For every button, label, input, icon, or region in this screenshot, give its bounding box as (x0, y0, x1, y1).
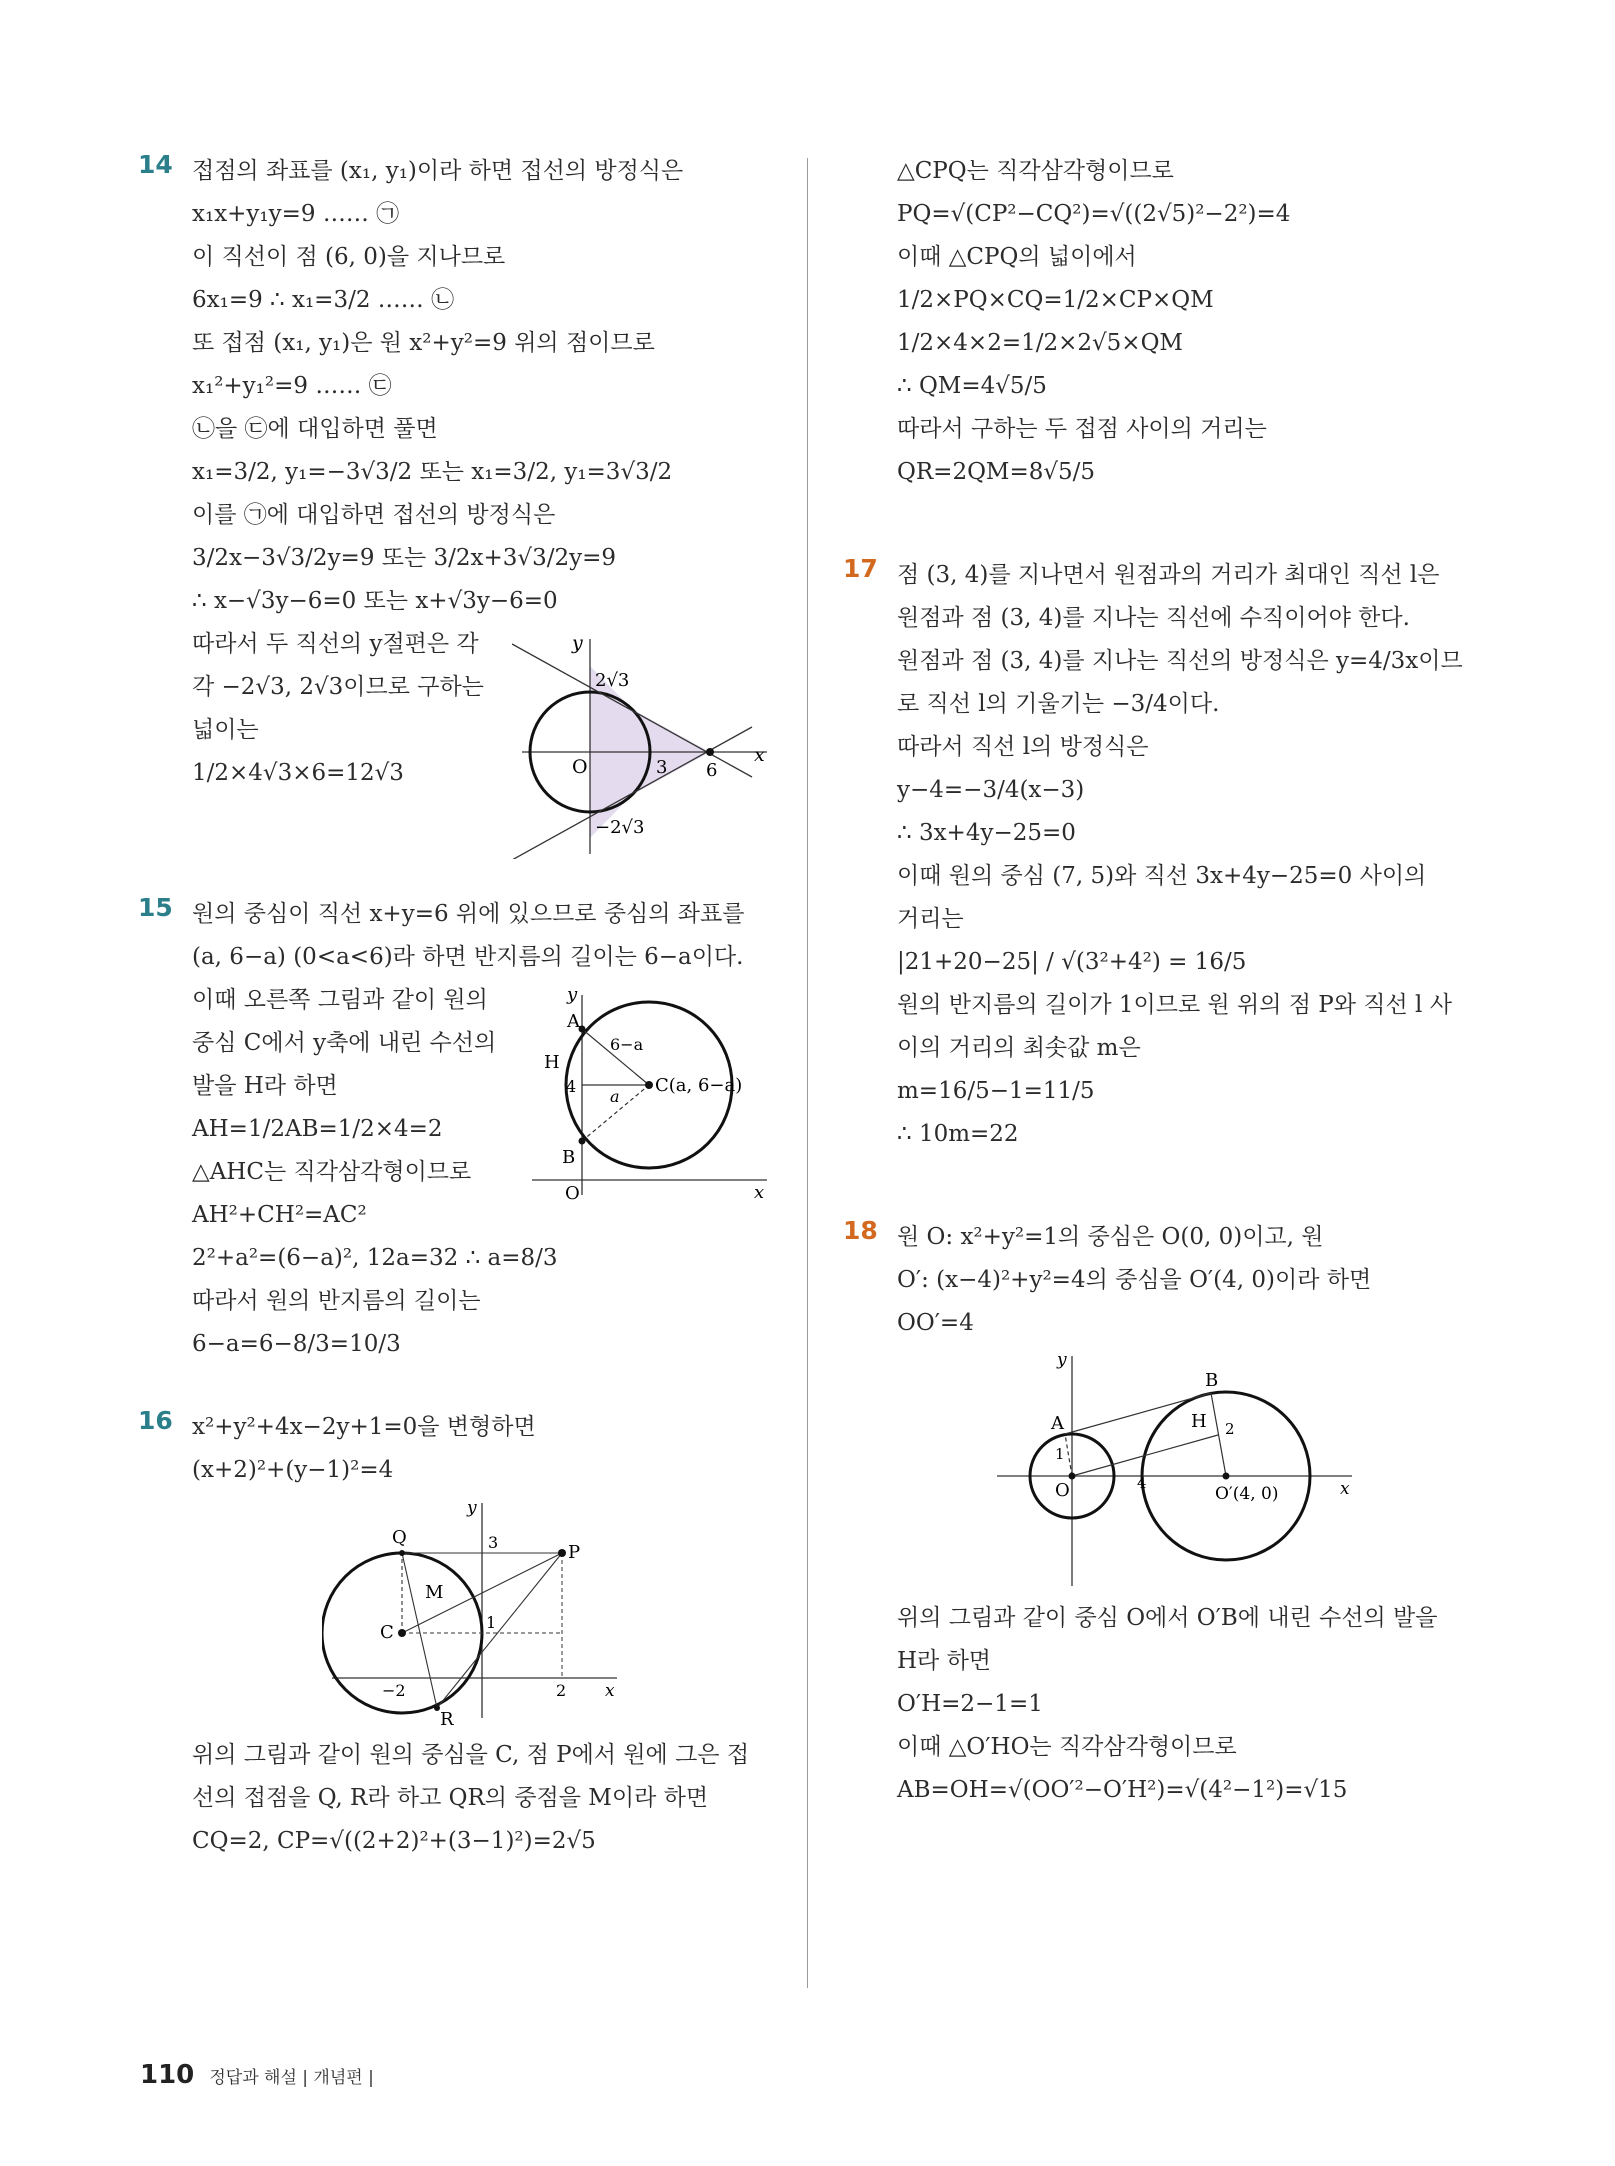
right-column (845, 150, 1485, 1812)
solution-line: 2²+a²=(6−a)², 12a=32 ∴ a=8/3 (192, 1245, 558, 1271)
solution-line: QR=2QM=8√5/5 (897, 459, 1096, 485)
solution-line: AB=OH=√(OO′²−O′H²)=√(4²−1²)=√15 (897, 1777, 1348, 1803)
tangent-lines-figure (512, 629, 782, 859)
label-Q: Q (392, 1527, 407, 1548)
page-number: 110 (140, 2060, 195, 2090)
solution-line: 이를 ㉠에 대입하면 접선의 방정식은 (192, 502, 556, 528)
problem-number: 15 (138, 893, 173, 922)
problem-18 (845, 1216, 1485, 1812)
problem-number: 17 (843, 554, 878, 583)
label-A: A (1051, 1413, 1064, 1434)
label-B: B (1205, 1370, 1219, 1391)
tangent-points-figure (322, 1498, 622, 1728)
point-P (558, 1549, 566, 1557)
solution-line: 이때 △O′HO는 직각삼각형이므로 (897, 1734, 1237, 1760)
y-intercept-top: 2√3 (595, 670, 630, 691)
solution-line: 선의 접점을 Q, R라 하고 QR의 중점을 M이라 하면 (192, 1785, 709, 1811)
solution-line: 원의 중심이 직선 x+y=6 위에 있으므로 중심의 좌표를 (192, 901, 745, 927)
problem-16 (140, 1406, 780, 1863)
left-column (140, 150, 780, 1863)
label-center: C(a, 6−a) (655, 1075, 743, 1096)
solution-line: 따라서 두 직선의 y절편은 각 (192, 631, 479, 657)
y-axis-label: y (1057, 1351, 1067, 1370)
radius-OA (1065, 1434, 1072, 1476)
tick-2: 2 (556, 1681, 567, 1700)
solution-line: AH²+CH²=AC² (192, 1202, 367, 1228)
solution-line: H라 하면 (897, 1648, 992, 1674)
point-B (579, 1138, 586, 1145)
solution-line: 6−a=6−8/3=10/3 (192, 1331, 401, 1357)
solution-line: 이때 원의 중심 (7, 5)와 직선 3x+4y−25=0 사이의 (897, 863, 1427, 889)
solution-line: PQ=√(CP²−CQ²)=√((2√5)²−2²)=4 (897, 201, 1291, 227)
y-axis-label: y (567, 985, 578, 1005)
label-4: 4 (566, 1077, 577, 1096)
label-R: R (440, 1709, 454, 1728)
solution-line: 이의 거리의 최솟값 m은 (897, 1035, 1141, 1061)
solution-line: CQ=2, CP=√((2+2)²+(3−1)²)=2√5 (192, 1828, 596, 1854)
label-O-prime: O′(4, 0) (1215, 1484, 1279, 1504)
solution-line: O′: (x−4)²+y²=4의 중심을 O′(4, 0)이라 하면 (897, 1267, 1372, 1293)
point-O (1069, 1473, 1076, 1480)
y-axis-label: y (467, 1498, 477, 1518)
solution-line: ㉡을 ㉢에 대입하면 풀면 (192, 416, 438, 442)
solution-line: 점 (3, 4)를 지나면서 원점과의 거리가 최대인 직선 l은 (897, 562, 1440, 588)
solution-line: 따라서 원의 반지름의 길이는 (192, 1288, 481, 1314)
solution-line: (a, 6−a) (0<a<6)라 하면 반지름의 길이는 6−a이다. (192, 944, 744, 970)
x-axis-label: x (754, 744, 765, 766)
solution-line: 원 O: x²+y²=1의 중심은 O(0, 0)이고, 원 (897, 1224, 1324, 1250)
solution-line: 1/2×4√3×6=12√3 (192, 760, 404, 786)
solution-line: 거리는 (897, 906, 964, 932)
x-axis-label: x (1340, 1479, 1350, 1499)
label-A: A (567, 1011, 580, 1032)
solution-line: x₁=3/2, y₁=−3√3/2 또는 x₁=3/2, y₁=3√3/2 (192, 459, 673, 485)
point-O-prime (1223, 1473, 1230, 1480)
problem-16-continued (845, 150, 1485, 494)
x-axis-label: x (754, 1182, 765, 1200)
label-H: H (1191, 1411, 1207, 1432)
solution-line: 따라서 직선 l의 방정식은 (897, 734, 1149, 760)
label-O: O (1055, 1480, 1070, 1501)
solution-line: 각 −2√3, 2√3이므로 구하는 (192, 674, 484, 700)
circle-center-figure (522, 985, 772, 1200)
solution-line: m=16/5−1=11/5 (897, 1078, 1095, 1104)
problem-14 (140, 150, 780, 853)
tick-3: 3 (488, 1533, 499, 1552)
solution-line: 이때 오른쪽 그림과 같이 원의 (192, 987, 488, 1013)
problem-17 (845, 554, 1485, 1156)
solution-line: 넓이는 (192, 717, 259, 743)
solution-line: ∴ x−√3y−6=0 또는 x+√3y−6=0 (192, 588, 558, 614)
solution-line: O′H=2−1=1 (897, 1691, 1043, 1717)
column-divider (807, 158, 808, 1988)
y-axis-label: y (572, 632, 583, 654)
solution-line: 로 직선 l의 기울기는 −3/4이다. (897, 691, 1220, 717)
page-footer (140, 2060, 374, 2090)
segment-BO-prime (1211, 1393, 1226, 1476)
solution-line: y−4=−3/4(x−3) (897, 777, 1085, 803)
y-intercept-bottom: −2√3 (595, 817, 645, 838)
label-r2: 2 (1225, 1420, 1235, 1438)
label-radius: 6−a (610, 1035, 644, 1054)
solution-line: △AHC는 직각삼각형이므로 (192, 1159, 472, 1185)
problem-15 (140, 893, 780, 1366)
label-H: H (544, 1052, 560, 1073)
label-C: C (380, 1622, 394, 1643)
solution-line: 원점과 점 (3, 4)를 지나는 직선에 수직이어야 한다. (897, 605, 1410, 631)
solution-line: x₁x+y₁y=9 …… ㉠ (192, 201, 400, 227)
solution-line: ∴ 10m=22 (897, 1121, 1019, 1147)
point-Q (399, 1550, 405, 1556)
solution-line: x²+y²+4x−2y+1=0을 변형하면 (192, 1414, 536, 1440)
label-P: P (568, 1542, 581, 1563)
solution-line: 이 직선이 점 (6, 0)을 지나므로 (192, 244, 506, 270)
book-title: 정답과 해설 | 개념편 | (209, 2068, 374, 2088)
origin-label: O (572, 756, 588, 778)
point-6-0 (706, 748, 714, 756)
tick-1: 1 (486, 1613, 497, 1632)
solution-line: 또 접점 (x₁, y₁)은 원 x²+y²=9 위의 점이므로 (192, 330, 655, 356)
solution-line: 따라서 구하는 두 접점 사이의 거리는 (897, 416, 1267, 442)
solution-line: 발을 H라 하면 (192, 1073, 338, 1099)
tick-minus-2: −2 (382, 1681, 406, 1700)
problem-number: 16 (138, 1406, 173, 1435)
solution-line: 6x₁=9 ∴ x₁=3/2 …… ㉡ (192, 287, 455, 313)
tick-6: 6 (706, 760, 718, 781)
label-d4: 4 (1137, 1474, 1147, 1492)
solution-line: AH=1/2AB=1/2×4=2 (192, 1116, 443, 1142)
solution-line: 원점과 점 (3, 4)를 지나는 직선의 방정식은 y=4/3x이므 (897, 648, 1463, 674)
point-C (398, 1629, 406, 1637)
label-M: M (425, 1582, 444, 1603)
solution-line: (x+2)²+(y−1)²=4 (192, 1457, 394, 1483)
x-axis-label: x (605, 1681, 615, 1701)
tangent-AB (1065, 1393, 1211, 1434)
origin-label: O (565, 1183, 580, 1200)
solution-line: 위의 그림과 같이 원의 중심을 C, 점 P에서 원에 그은 접 (192, 1742, 750, 1768)
solution-line: |21+20−25| / √(3²+4²) = 16/5 (897, 949, 1247, 975)
solution-line: 3/2x−3√3/2y=9 또는 3/2x+3√3/2y=9 (192, 545, 616, 571)
solution-line: OO′=4 (897, 1310, 974, 1336)
solution-line: 1/2×4×2=1/2×2√5×QM (897, 330, 1183, 356)
point-C (645, 1081, 653, 1089)
solution-line: 접점의 좌표를 (x₁, y₁)이라 하면 접선의 방정식은 (192, 158, 684, 184)
tick-3: 3 (656, 757, 668, 778)
solution-line: 위의 그림과 같이 중심 O에서 O′B에 내린 수선의 발을 (897, 1605, 1438, 1631)
solution-line: ∴ QM=4√5/5 (897, 373, 1047, 399)
solution-line: △CPQ는 직각삼각형이므로 (897, 158, 1174, 184)
solution-line: 중심 C에서 y축에 내린 수선의 (192, 1030, 497, 1056)
problem-number: 18 (843, 1216, 878, 1245)
two-circles-figure (997, 1351, 1357, 1591)
tangent-PR (437, 1553, 562, 1708)
solution-line: x₁²+y₁²=9 …… ㉢ (192, 373, 392, 399)
solution-line: 이때 △CPQ의 넓이에서 (897, 244, 1137, 270)
solution-line: ∴ 3x+4y−25=0 (897, 820, 1076, 846)
solution-line: 원의 반지름의 길이가 1이므로 원 위의 점 P와 직선 l 사 (897, 992, 1452, 1018)
label-B: B (562, 1147, 576, 1168)
solution-line: 1/2×PQ×CQ=1/2×CP×QM (897, 287, 1214, 313)
problem-number: 14 (138, 150, 173, 179)
label-r1: 1 (1055, 1445, 1065, 1463)
label-a: a (610, 1087, 620, 1106)
